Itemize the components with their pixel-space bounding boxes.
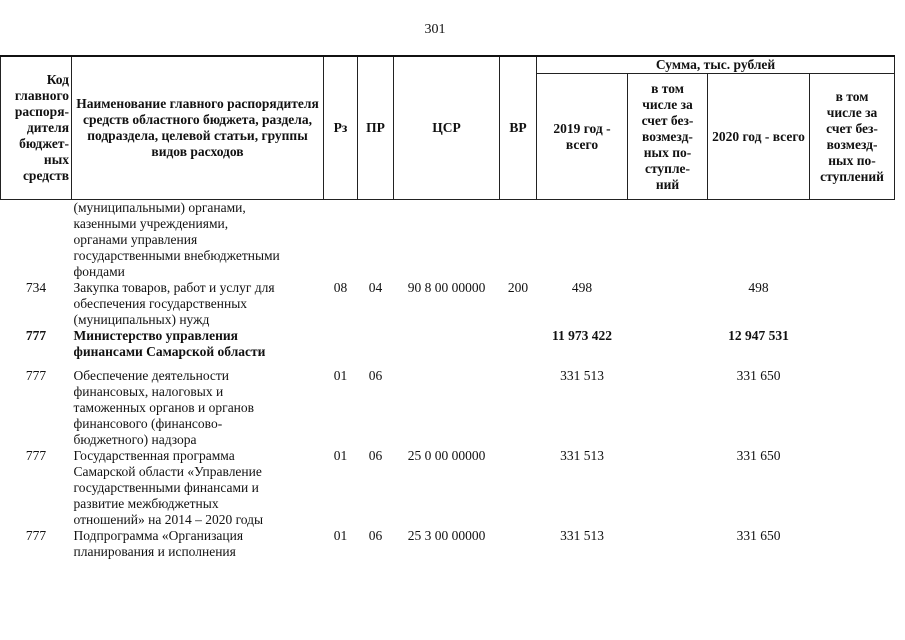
table-row	[1, 448, 895, 528]
row-pr: 06	[368, 528, 383, 543]
header-code-line: дителя	[26, 120, 69, 135]
row-csr: 25 3 00 00000	[407, 528, 486, 543]
row-vr	[500, 200, 537, 281]
row-name-line: Самарской области «Управление	[73, 464, 262, 479]
row-name-line: финансового (финансово-	[73, 416, 223, 431]
row-csr: 25 0 00 00000	[407, 448, 486, 463]
row-rz	[324, 328, 358, 360]
row-2020-total	[708, 200, 810, 281]
row-name-line: финансовых, налоговых и	[73, 384, 224, 399]
table-row	[1, 328, 895, 360]
row-csr: 90 8 00 00000	[407, 280, 486, 295]
row-name-line: Закупка товаров, работ и услуг для	[73, 280, 275, 295]
header-code-line: средств	[22, 168, 69, 183]
row-rz: 01	[333, 368, 348, 383]
row-vr	[500, 528, 537, 560]
row-name-line: (муниципальных) нужд	[73, 312, 210, 327]
header-vr: ВР	[500, 56, 537, 200]
row-spacer	[1, 360, 895, 368]
row-code: 777	[25, 448, 47, 463]
header-y2019_grants-line: ний	[655, 176, 680, 192]
header-sum: Сумма, тыс. рублей	[537, 56, 895, 74]
header-code-line: Код	[46, 72, 69, 87]
header-y2020_grants-line: в том	[835, 88, 869, 104]
row-code: 777	[25, 528, 47, 543]
row-name-line: финансами Самарской области	[73, 344, 266, 359]
header-y2020_grants-line: счет без-	[826, 120, 878, 136]
header-code-line: бюджет-	[19, 136, 69, 151]
row-2020-grants	[810, 528, 895, 560]
row-name-line: Подпрограмма «Организация	[73, 528, 244, 543]
row-2020-grants	[810, 280, 895, 328]
row-2020-total: 331 650	[736, 368, 781, 383]
row-vr	[500, 368, 537, 448]
header-y2019_grants-line: возмезд-	[642, 128, 693, 144]
row-name-line: Министерство управления	[73, 328, 238, 343]
row-code: 734	[25, 280, 47, 295]
header-y2019_grants-line: ступле-	[644, 160, 691, 176]
row-name-line: отношений» на 2014 – 2020 годы	[73, 512, 264, 527]
row-name-line: (муниципальными) органами,	[73, 200, 246, 215]
row-name-line: казенными учреждениями,	[73, 216, 229, 231]
row-rz	[324, 200, 358, 281]
row-vr	[500, 448, 537, 528]
header-y2019_grants-line: ных по-	[643, 144, 692, 160]
header-2020-total: 2020 год - всего	[708, 74, 810, 200]
header-2019-grants	[628, 74, 708, 200]
table-body	[1, 200, 895, 561]
row-2019-grants	[628, 328, 708, 360]
header-code-line: распоря-	[14, 104, 69, 119]
row-2020-total: 331 650	[736, 528, 781, 543]
row-name-line: Обеспечение деятельности	[73, 368, 230, 383]
header-y2019_grants-line: числе за	[642, 96, 693, 112]
header-y2019_grants-line: счет без-	[641, 112, 694, 128]
header-code-line: ных	[43, 152, 69, 167]
header-name: Наименование главного распорядителя средств областного бюджета, раздела, подраздела, целевой статьи, группы видов расходов	[72, 56, 324, 200]
page-number: 301	[424, 22, 446, 37]
row-name	[72, 368, 324, 448]
row-code	[1, 200, 72, 281]
row-name	[72, 528, 324, 560]
row-2020-grants	[810, 200, 895, 281]
row-2019-grants	[628, 200, 708, 281]
table-row	[1, 368, 895, 448]
row-pr: 06	[368, 368, 383, 383]
header-2019-total: 2019 год - всего	[537, 74, 628, 200]
row-2019-total: 331 513	[560, 528, 604, 543]
row-2020-grants	[810, 448, 895, 528]
row-2020-grants	[810, 328, 895, 360]
row-2019-grants	[628, 528, 708, 560]
row-name-line: обеспечения государственных	[73, 296, 248, 311]
row-2019-grants	[628, 280, 708, 328]
row-2019-total: 331 513	[560, 448, 604, 463]
row-2019-total	[537, 200, 628, 281]
row-code: 777	[25, 328, 47, 343]
row-name-line: планирования и исполнения	[73, 544, 236, 559]
row-name-line: государственными финансами и	[73, 480, 259, 495]
row-rz: 01	[333, 448, 348, 463]
row-pr	[358, 328, 394, 360]
row-pr	[358, 200, 394, 281]
row-name	[72, 328, 324, 360]
header-code-line: главного	[14, 88, 69, 103]
row-2020-total: 498	[748, 280, 769, 295]
row-name-line: бюджетного) надзора	[73, 432, 197, 447]
row-2019-total: 498	[571, 280, 593, 295]
budget-table-wrapper	[0, 55, 894, 560]
header-csr: ЦСР	[394, 56, 500, 200]
table-row	[1, 200, 895, 281]
row-2019-grants	[628, 368, 708, 448]
header-y2020_grants-line: возмезд-	[826, 136, 878, 152]
row-2020-grants	[810, 368, 895, 448]
row-pr: 04	[368, 280, 383, 295]
header-y2020_grants-line: числе за	[826, 104, 878, 120]
row-csr	[394, 200, 500, 281]
row-spacer-cell	[1, 360, 895, 368]
row-name-line: Государственная программа	[73, 448, 235, 463]
row-name-line: органами управления	[73, 232, 198, 247]
header-pr: ПР	[358, 56, 394, 200]
row-csr	[394, 368, 500, 448]
row-name-line: таможенных органов и органов	[73, 400, 255, 415]
row-vr	[500, 328, 537, 360]
header-code	[1, 56, 72, 200]
header-2020-grants	[810, 74, 895, 200]
table-row	[1, 280, 895, 328]
row-2020-total: 12 947 531	[728, 328, 789, 343]
row-csr	[394, 328, 500, 360]
header-rz: Рз	[324, 56, 358, 200]
row-name	[72, 448, 324, 528]
row-rz: 01	[333, 528, 348, 543]
header-y2020_grants-line: ных по-	[828, 152, 876, 168]
row-vr: 200	[507, 280, 529, 295]
row-name	[72, 200, 324, 281]
row-2020-total: 331 650	[736, 448, 781, 463]
row-2019-total: 331 513	[560, 368, 604, 383]
row-2019-grants	[628, 448, 708, 528]
row-name-line: фондами	[73, 264, 125, 279]
row-rz: 08	[333, 280, 348, 295]
row-code: 777	[25, 368, 47, 383]
header-y2019_grants-line: в том	[651, 80, 684, 96]
row-name	[72, 280, 324, 328]
row-2019-total: 11 973 422	[551, 328, 612, 343]
row-name-line: развитие межбюджетных	[73, 496, 219, 511]
row-pr: 06	[368, 448, 383, 463]
row-name-line: государственными внебюджетными	[73, 248, 280, 263]
header-y2020_grants-line: ступлений	[820, 168, 884, 184]
budget-table	[0, 55, 895, 560]
table-row	[1, 528, 895, 560]
